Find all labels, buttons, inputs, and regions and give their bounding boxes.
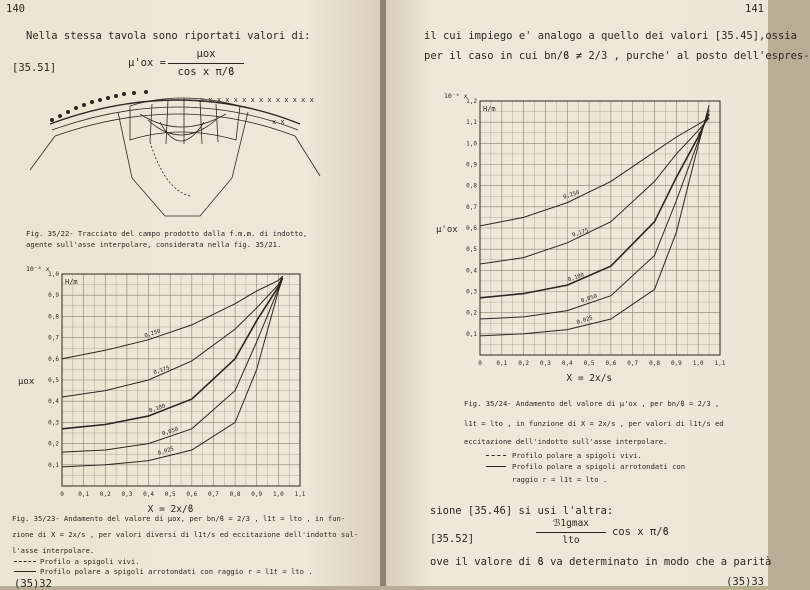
x-tick-label: 0,9 [251, 491, 263, 498]
x-tick-label: 0,5 [583, 360, 595, 367]
y-tick-label: 0,2 [466, 309, 477, 317]
svg-text:x x: x x [272, 118, 285, 126]
series-label: 0,175 [152, 365, 171, 377]
legend-line-dashed [14, 561, 36, 562]
y-tick-label: 1,0 [466, 140, 477, 148]
y-tick-label: 1,2 [466, 98, 477, 105]
x-axis-label: X = 2x/s [566, 373, 613, 384]
y-tick-label: 0,5 [466, 246, 477, 254]
legend-line-dashed-right [486, 455, 506, 456]
field-plot-figure [0, 80, 380, 220]
equation-right-rest: cos x π/ϐ [612, 526, 669, 538]
right-last-line: ove il valore di ϐ va determinato in modo che a parità [430, 556, 772, 568]
series-label: 0,050 [161, 426, 180, 438]
equation-lhs: μ'ox = [128, 57, 166, 69]
y-tick-label: 0,8 [466, 182, 477, 190]
fig24-caption-line1: Fig. 35/24- Andamento del valore di μ'ox , per bn/ϐ = 2/3 , [464, 399, 720, 408]
chart-fig-35-23 [0, 260, 380, 515]
right-legend-item-1: Profilo polare a spigoli vivi. [512, 451, 642, 460]
legend-line-solid [14, 571, 36, 572]
fig22-caption-line1: Fig. 35/22- Tracciato del campo prodotto dalla f.m.m. di indotto, [26, 229, 308, 238]
x-tick-label: 0,6 [186, 491, 198, 498]
fig22-caption-line2: agente sull'asse interpolare, considerata nella fig. 35/21. [26, 240, 282, 249]
x-tick-label: 0,4 [143, 491, 154, 498]
equation-label: [35.51] [12, 62, 57, 74]
x-tick-label: 1,0 [692, 360, 704, 367]
y-tick-label: 0,3 [466, 288, 477, 296]
series-line [62, 278, 283, 429]
series-line [62, 278, 283, 467]
equation-right-numerator: ℬ1gmax [552, 518, 590, 529]
series-line [62, 276, 283, 359]
x-tick-label: 0 [60, 491, 64, 498]
series-line [480, 118, 709, 264]
series-label: 0,100 [148, 403, 167, 415]
y-unit-label: H/m [65, 278, 78, 286]
series-label: 0,025 [576, 315, 594, 327]
series-line [62, 276, 283, 397]
intro-line: Nella stessa tavola sono riportati valori di: [26, 30, 311, 42]
right-legend-item-3: raggio r = l1t = lto . [512, 475, 608, 484]
x-tick-label: 1,1 [294, 491, 306, 498]
y-tick-label: 1,0 [48, 271, 59, 278]
y-multiplier-label: 10⁻⁶ x [26, 265, 50, 273]
x-tick-label: 0,1 [78, 491, 90, 498]
fig23-caption-line2: zione di X = 2x/s , per valori diversi di l1t/s ed eccitazione dell'indotto sul- [12, 530, 359, 539]
x-tick-label: 0,4 [561, 360, 573, 367]
right-line-after-figure: sione [35.46] si usi l'altra: [430, 505, 614, 517]
y-tick-label: 0,1 [48, 461, 59, 469]
series-label: 0,025 [157, 446, 175, 457]
x-tick-label: 0,1 [496, 360, 508, 367]
fraction-bar [168, 63, 244, 64]
y-tick-label: 0,4 [466, 267, 477, 275]
y-tick-label: 0,3 [48, 419, 59, 427]
right-line-2: per il caso in cui bn/ϐ ≠ 2/3 , purche' al posto dell'espres- [424, 50, 810, 62]
series-label: 0,250 [562, 189, 581, 201]
fig24-caption-line3: eccitazione dell'indotto sull'asse interpolare. [464, 437, 668, 446]
series-line [480, 118, 709, 226]
y-tick-label: 0,2 [48, 440, 59, 448]
y-tick-label: 0,1 [466, 330, 477, 338]
legend-line-solid-right [486, 466, 506, 467]
y-tick-label: 0,5 [48, 377, 59, 384]
fig23-caption-line1: Fig. 35/23- Andamento del valore di μox, per bn/ϐ = 2/3 , l1t = lto , in fun- [12, 514, 346, 523]
x-tick-label: 0,2 [99, 491, 111, 498]
series-label: 0,050 [580, 293, 598, 305]
y-tick-label: 0,7 [466, 203, 477, 211]
left-page [0, 0, 380, 590]
x-tick-label: 0,3 [121, 491, 133, 498]
y-tick-label: 0,6 [466, 225, 477, 232]
equation-denominator: cos x π/ϐ [177, 66, 235, 78]
y-tick-label: 0,9 [466, 161, 477, 169]
y-tick-label: 0,8 [48, 313, 59, 321]
x-tick-label: 0,5 [164, 491, 176, 498]
right-line-1: il cui impiego e' analogo a quello dei valori [35.45],ossia [424, 30, 797, 42]
equation-label-right: [35.52] [430, 533, 475, 545]
series-line [480, 110, 709, 320]
x-tick-label: 0,3 [540, 360, 551, 367]
y-axis-label: μ'ox [436, 225, 458, 235]
y-multiplier-label: 10⁻⁶ x [444, 92, 468, 100]
right-page-number: 141 [745, 3, 764, 15]
right-footer: (35)33 [726, 576, 764, 588]
x-tick-label: 0,7 [627, 360, 639, 367]
equation-right-denominator: lto [562, 535, 580, 546]
fig23-caption-line3: l'asse interpolare. [12, 546, 95, 555]
x-tick-label: 0,8 [649, 360, 660, 367]
x-axis-label: X = 2x/ϐ [147, 504, 194, 515]
legend-item-2: Profilo polare a spigoli arrotondati con raggio r = l1t = lto . [40, 567, 313, 576]
x-tick-label: 0 [478, 360, 482, 367]
x-tick-label: 0,7 [208, 491, 219, 498]
x-tick-label: 1,1 [714, 360, 726, 367]
fig24-caption-line2: l1t = lto , in funzione di X = 2x/s , per valori di l1t/s ed [464, 419, 724, 428]
chart-fig-35-24 [386, 85, 768, 385]
right-legend-item-2: Profilo polare a spigoli arrotondati con [512, 462, 686, 471]
series-label: 0,100 [567, 272, 585, 284]
legend-item-1: Profilo a spigoli vivi. [40, 557, 140, 566]
y-axis-label: μox [18, 377, 35, 387]
fraction-bar-right [536, 532, 606, 533]
left-page-number: 140 [6, 3, 25, 15]
y-unit-label: H/m [483, 105, 496, 113]
series-label: 0,175 [571, 227, 590, 239]
x-tick-label: 0,2 [518, 360, 530, 367]
y-tick-label: 0,6 [48, 355, 59, 363]
x-tick-label: 0,9 [670, 360, 682, 367]
left-footer: (35)32 [14, 578, 52, 590]
equation-numerator: μox [196, 48, 216, 60]
cross-marks: x x x x x x x x x x x x x x [200, 96, 314, 104]
x-tick-label: 1,0 [272, 491, 284, 498]
y-tick-label: 1,1 [466, 119, 477, 127]
y-tick-label: 0,4 [48, 398, 59, 406]
y-tick-label: 0,7 [48, 334, 59, 342]
series-label: 0,250 [143, 328, 162, 340]
x-tick-label: 0,6 [605, 360, 617, 367]
y-tick-label: 0,9 [48, 292, 59, 300]
right-page [386, 0, 810, 588]
x-tick-label: 0,8 [229, 491, 241, 498]
